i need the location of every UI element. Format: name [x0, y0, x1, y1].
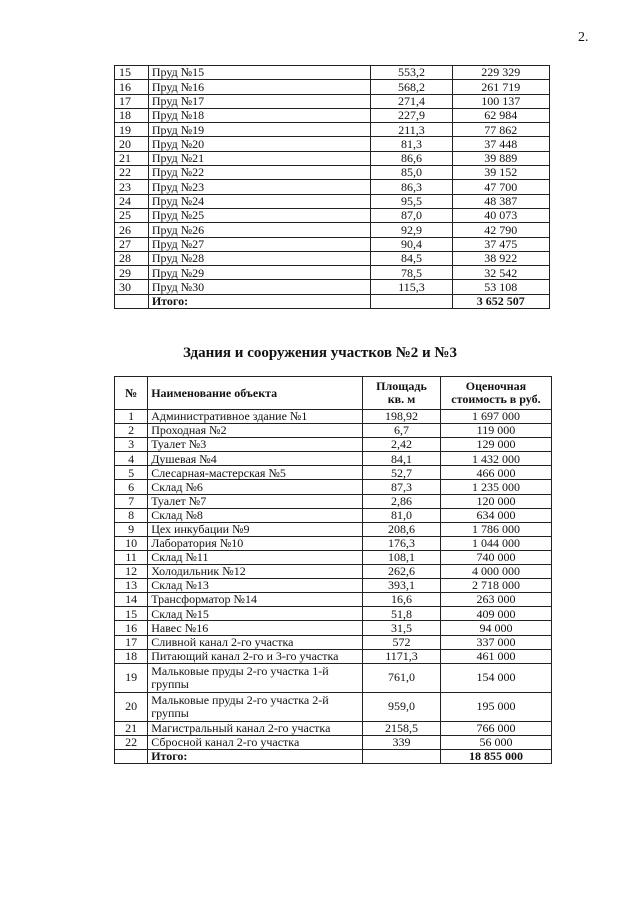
- table-row: [115, 735, 552, 749]
- row-area: 87,0: [371, 208, 452, 222]
- table-row: [115, 508, 552, 522]
- row-name: Проходная №2: [148, 424, 363, 438]
- row-cost: 119 000: [440, 424, 551, 438]
- row-name: Склад №11: [148, 550, 363, 564]
- row-cost: 94 000: [440, 621, 551, 635]
- total-area-empty: [363, 749, 441, 763]
- row-num: 15: [115, 66, 149, 80]
- row-name: Склад №13: [148, 579, 363, 593]
- row-num: 21: [115, 721, 148, 735]
- row-num: 22: [115, 166, 149, 180]
- total-num-empty: [115, 294, 149, 308]
- row-cost: 634 000: [440, 508, 551, 522]
- row-name: Пруд №29: [148, 266, 371, 280]
- row-num: 1: [115, 410, 148, 424]
- row-name: Пруд №24: [148, 194, 371, 208]
- row-area: 227,9: [371, 108, 452, 122]
- row-num: 20: [115, 137, 149, 151]
- row-num: 5: [115, 466, 148, 480]
- row-name: Пруд №18: [148, 108, 371, 122]
- header-cost-line1: Оценочная: [465, 379, 527, 394]
- row-name: Мальковые пруды 2-го участка 1-й группы: [148, 663, 363, 692]
- row-name: Трансформатор №14: [148, 593, 363, 607]
- row-name: Пруд №22: [148, 166, 371, 180]
- page-number: 2.: [578, 30, 589, 45]
- total-value: 18 855 000: [440, 749, 551, 763]
- table-row: [115, 223, 550, 237]
- row-area: 6,7: [363, 424, 441, 438]
- table-row: [115, 166, 550, 180]
- row-area: 339: [363, 735, 441, 749]
- row-num: 2: [115, 424, 148, 438]
- row-cost: 39 889: [452, 151, 549, 165]
- row-area: 108,1: [363, 550, 441, 564]
- row-num: 20: [115, 692, 148, 721]
- row-area: 86,3: [371, 180, 452, 194]
- table-row: [115, 579, 552, 593]
- section-title: Здания и сооружения участков №2 и №3: [183, 345, 457, 361]
- row-area: 16,6: [363, 593, 441, 607]
- row-cost: 32 542: [452, 266, 549, 280]
- row-cost: 129 000: [440, 438, 551, 452]
- row-num: 16: [115, 621, 148, 635]
- table-row: [115, 522, 552, 536]
- row-area: 553,2: [371, 66, 452, 80]
- table-row: [115, 593, 552, 607]
- row-num: 14: [115, 593, 148, 607]
- row-name: Пруд №28: [148, 251, 371, 265]
- row-num: 11: [115, 550, 148, 564]
- header-cost-line2: стоимость в руб.: [451, 392, 541, 406]
- row-cost: 37 448: [452, 137, 549, 151]
- buildings-table: [114, 376, 552, 764]
- row-area: 90,4: [371, 237, 452, 251]
- row-name: Пруд №30: [148, 280, 371, 294]
- table-row: [115, 621, 552, 635]
- table-row: [115, 80, 550, 94]
- row-area: 52,7: [363, 466, 441, 480]
- row-name: Питающий канал 2-го и 3-го участка: [148, 649, 363, 663]
- table-row: [115, 123, 550, 137]
- row-cost: 261 719: [452, 80, 549, 94]
- row-area: 84,5: [371, 251, 452, 265]
- table-row: [115, 280, 550, 294]
- table-row: [115, 635, 552, 649]
- row-area: 85,0: [371, 166, 452, 180]
- row-name: Административное здание №1: [148, 410, 363, 424]
- header-area: [363, 377, 441, 410]
- row-area: 959,0: [363, 692, 441, 721]
- row-cost: 337 000: [440, 635, 551, 649]
- row-cost: 154 000: [440, 663, 551, 692]
- row-cost: 40 073: [452, 208, 549, 222]
- row-area: 84,1: [363, 452, 441, 466]
- row-name: Лаборатория №10: [148, 536, 363, 550]
- table-row: [115, 480, 552, 494]
- table-row: [115, 108, 550, 122]
- row-name: Пруд №19: [148, 123, 371, 137]
- row-name: Туалет №3: [148, 438, 363, 452]
- row-num: 10: [115, 536, 148, 550]
- row-area: 2158,5: [363, 721, 441, 735]
- row-cost: 4 000 000: [440, 565, 551, 579]
- table-row: [115, 94, 550, 108]
- row-cost: 39 152: [452, 166, 549, 180]
- row-area: 211,3: [371, 123, 452, 137]
- row-num: 16: [115, 80, 149, 94]
- row-name: Сбросной канал 2-го участка: [148, 735, 363, 749]
- total-value: 3 652 507: [452, 294, 549, 308]
- table-row: [115, 151, 550, 165]
- row-area: 393,1: [363, 579, 441, 593]
- header-num: №: [115, 377, 148, 410]
- row-area: 87,3: [363, 480, 441, 494]
- row-area: 1171,3: [363, 649, 441, 663]
- row-cost: 263 000: [440, 593, 551, 607]
- table-row: [115, 649, 552, 663]
- row-num: 22: [115, 735, 148, 749]
- row-name: Пруд №25: [148, 208, 371, 222]
- row-area: 31,5: [363, 621, 441, 635]
- row-area: 92,9: [371, 223, 452, 237]
- row-cost: 740 000: [440, 550, 551, 564]
- row-name: Пруд №16: [148, 80, 371, 94]
- row-num: 7: [115, 494, 148, 508]
- row-name: Склад №6: [148, 480, 363, 494]
- row-num: 26: [115, 223, 149, 237]
- table-row: [115, 237, 550, 251]
- row-num: 30: [115, 280, 149, 294]
- row-area: 271,4: [371, 94, 452, 108]
- row-cost: 766 000: [440, 721, 551, 735]
- row-name: Пруд №20: [148, 137, 371, 151]
- row-num: 18: [115, 108, 149, 122]
- row-num: 17: [115, 635, 148, 649]
- row-cost: 1 786 000: [440, 522, 551, 536]
- row-num: 29: [115, 266, 149, 280]
- table-row: [115, 137, 550, 151]
- total-row: [115, 749, 552, 763]
- row-cost: 53 108: [452, 280, 549, 294]
- row-area: 86,6: [371, 151, 452, 165]
- row-area: 198,92: [363, 410, 441, 424]
- row-name: Пруд №15: [148, 66, 371, 80]
- row-name: Склад №15: [148, 607, 363, 621]
- row-cost: 1 432 000: [440, 452, 551, 466]
- table-row: [115, 452, 552, 466]
- row-num: 25: [115, 208, 149, 222]
- table-row: [115, 550, 552, 564]
- row-name: Пруд №27: [148, 237, 371, 251]
- row-num: 12: [115, 565, 148, 579]
- total-label: Итого:: [148, 294, 371, 308]
- table-row: [115, 410, 552, 424]
- row-cost: 62 984: [452, 108, 549, 122]
- table-row: [115, 66, 550, 80]
- row-cost: 461 000: [440, 649, 551, 663]
- table-row: [115, 494, 552, 508]
- row-cost: 1 235 000: [440, 480, 551, 494]
- row-name: Магистральный канал 2-го участка: [148, 721, 363, 735]
- table-row: [115, 438, 552, 452]
- header-cost: [440, 377, 551, 410]
- row-cost: 42 790: [452, 223, 549, 237]
- table-row: [115, 208, 550, 222]
- row-num: 8: [115, 508, 148, 522]
- row-cost: 1 044 000: [440, 536, 551, 550]
- row-name: Цех инкубации №9: [148, 522, 363, 536]
- row-num: 13: [115, 579, 148, 593]
- row-num: 19: [115, 663, 148, 692]
- row-cost: 38 922: [452, 251, 549, 265]
- row-cost: 195 000: [440, 692, 551, 721]
- row-cost: 229 329: [452, 66, 549, 80]
- row-name: Склад №8: [148, 508, 363, 522]
- row-area: 115,3: [371, 280, 452, 294]
- table-row: [115, 565, 552, 579]
- row-area: 95,5: [371, 194, 452, 208]
- total-row: [115, 294, 550, 308]
- row-cost: 2 718 000: [440, 579, 551, 593]
- row-cost: 56 000: [440, 735, 551, 749]
- table-row: [115, 692, 552, 721]
- row-area: 208,6: [363, 522, 441, 536]
- row-name: Навес №16: [148, 621, 363, 635]
- row-num: 28: [115, 251, 149, 265]
- row-num: 24: [115, 194, 149, 208]
- table-row: [115, 536, 552, 550]
- row-num: 17: [115, 94, 149, 108]
- row-num: 23: [115, 180, 149, 194]
- row-cost: 466 000: [440, 466, 551, 480]
- row-name: Слесарная-мастерская №5: [148, 466, 363, 480]
- row-cost: 100 137: [452, 94, 549, 108]
- row-num: 4: [115, 452, 148, 466]
- row-name: Холодильник №12: [148, 565, 363, 579]
- row-num: 19: [115, 123, 149, 137]
- row-area: 262,6: [363, 565, 441, 579]
- row-name: Пруд №23: [148, 180, 371, 194]
- table-row: [115, 251, 550, 265]
- row-area: 176,3: [363, 536, 441, 550]
- row-cost: 120 000: [440, 494, 551, 508]
- row-area: 81,3: [371, 137, 452, 151]
- row-cost: 409 000: [440, 607, 551, 621]
- row-cost: 47 700: [452, 180, 549, 194]
- table-row: [115, 663, 552, 692]
- row-num: 21: [115, 151, 149, 165]
- row-num: 9: [115, 522, 148, 536]
- table-row: [115, 721, 552, 735]
- row-area: 81,0: [363, 508, 441, 522]
- total-label: Итого:: [148, 749, 363, 763]
- row-area: 2,42: [363, 438, 441, 452]
- row-cost: 1 697 000: [440, 410, 551, 424]
- total-num-empty: [115, 749, 148, 763]
- row-name: Туалет №7: [148, 494, 363, 508]
- row-cost: 37 475: [452, 237, 549, 251]
- table-row: [115, 607, 552, 621]
- table-row: [115, 424, 552, 438]
- row-num: 15: [115, 607, 148, 621]
- table-row: [115, 466, 552, 480]
- row-area: 572: [363, 635, 441, 649]
- row-num: 3: [115, 438, 148, 452]
- row-area: 78,5: [371, 266, 452, 280]
- header-name: Наименование объекта: [148, 377, 363, 410]
- total-area-empty: [371, 294, 452, 308]
- table-row: [115, 194, 550, 208]
- row-num: 6: [115, 480, 148, 494]
- row-name: Мальковые пруды 2-го участка 2-й группы: [148, 692, 363, 721]
- table-row: [115, 266, 550, 280]
- row-name: Душевая №4: [148, 452, 363, 466]
- row-area: 2,86: [363, 494, 441, 508]
- table-header-row: [115, 377, 552, 410]
- row-num: 18: [115, 649, 148, 663]
- row-area: 761,0: [363, 663, 441, 692]
- row-name: Пруд №21: [148, 151, 371, 165]
- row-area: 568,2: [371, 80, 452, 94]
- row-name: Пруд №26: [148, 223, 371, 237]
- header-area-line1: Площадь: [376, 379, 427, 394]
- ponds-table: [114, 65, 550, 309]
- row-area: 51,8: [363, 607, 441, 621]
- row-cost: 77 862: [452, 123, 549, 137]
- table-row: [115, 180, 550, 194]
- row-name: Сливной канал 2-го участка: [148, 635, 363, 649]
- row-cost: 48 387: [452, 194, 549, 208]
- row-num: 27: [115, 237, 149, 251]
- header-area-line2: кв. м: [387, 392, 416, 406]
- row-name: Пруд №17: [148, 94, 371, 108]
